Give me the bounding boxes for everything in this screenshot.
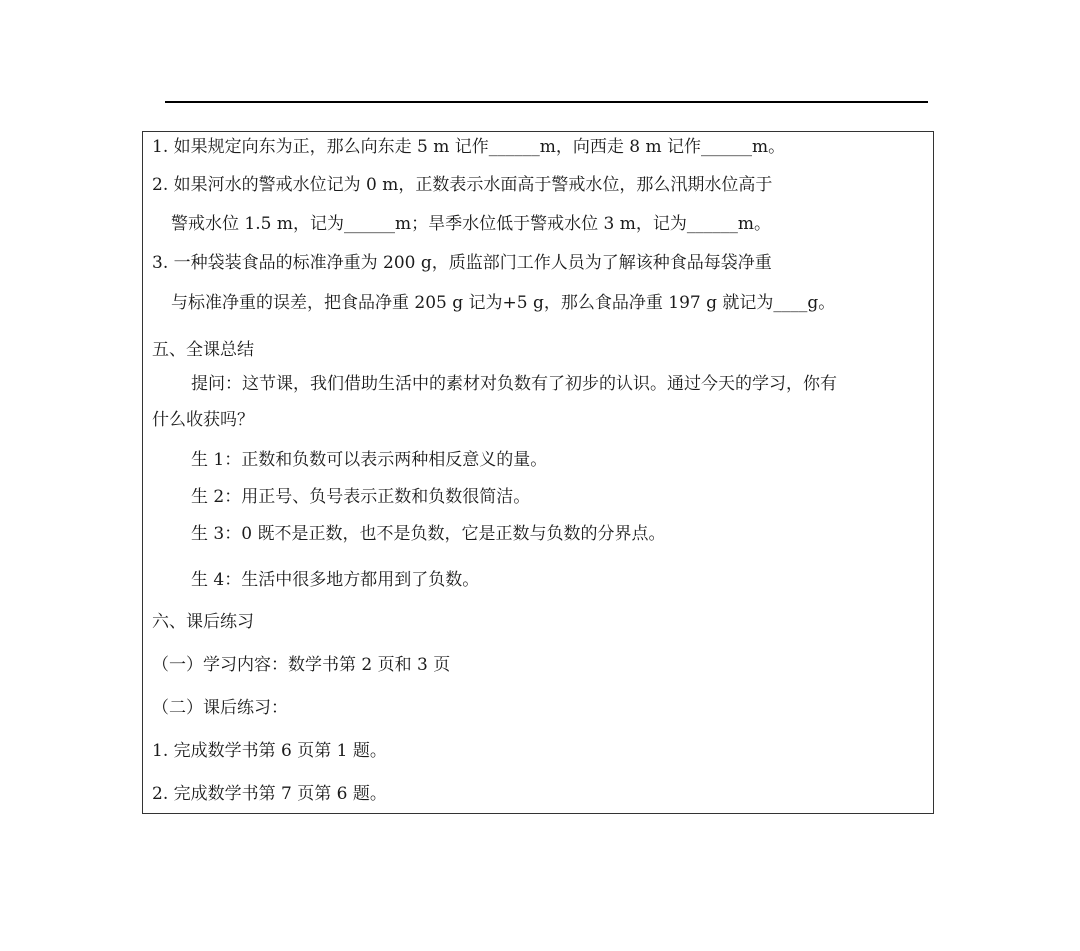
- student-answer-1: 生 1：正数和负数可以表示两种相反意义的量。: [191, 450, 548, 470]
- exercise-2-line-1: 2. 如果河水的警戒水位记为 0 m，正数表示水面高于警戒水位，那么汛期水位高于: [152, 175, 773, 195]
- summary-heading: 五、全课总结: [152, 340, 254, 360]
- student-answer-2: 生 2：用正号、负号表示正数和负数很简洁。: [191, 487, 531, 507]
- homework-item-2: 2. 完成数学书第 7 页第 6 题。: [152, 784, 387, 804]
- summary-question-line-2: 什么收获吗？: [152, 410, 254, 430]
- homework-heading: 六、课后练习: [152, 612, 254, 632]
- exercise-1: 1. 如果规定向东为正，那么向东走 5 m 记作______m，向西走 8 m 记作______m。: [152, 137, 786, 157]
- homework-part-1: （一）学习内容：数学书第 2 页和 3 页: [152, 655, 451, 675]
- lesson-table-cell: [142, 131, 934, 814]
- exercise-2-line-2: 警戒水位 1.5 m，记为______m；旱季水位低于警戒水位 3 m，记为______m。: [171, 214, 771, 234]
- header-rule: [165, 101, 928, 103]
- student-answer-4: 生 4：生活中很多地方都用到了负数。: [191, 570, 480, 590]
- homework-item-1: 1. 完成数学书第 6 页第 1 题。: [152, 741, 387, 761]
- homework-part-2: （二）课后练习：: [152, 698, 288, 718]
- summary-question-line-1: 提问：这节课，我们借助生活中的素材对负数有了初步的认识。通过今天的学习，你有: [191, 374, 837, 394]
- exercise-3-line-1: 3. 一种袋装食品的标准净重为 200 g，质监部门工作人员为了解该种食品每袋净重: [152, 253, 772, 273]
- exercise-3-line-2: 与标准净重的误差，把食品净重 205 g 记为+5 g，那么食品净重 197 g 就记为____g。: [171, 293, 836, 313]
- student-answer-3: 生 3：0 既不是正数，也不是负数，它是正数与负数的分界点。: [191, 524, 666, 544]
